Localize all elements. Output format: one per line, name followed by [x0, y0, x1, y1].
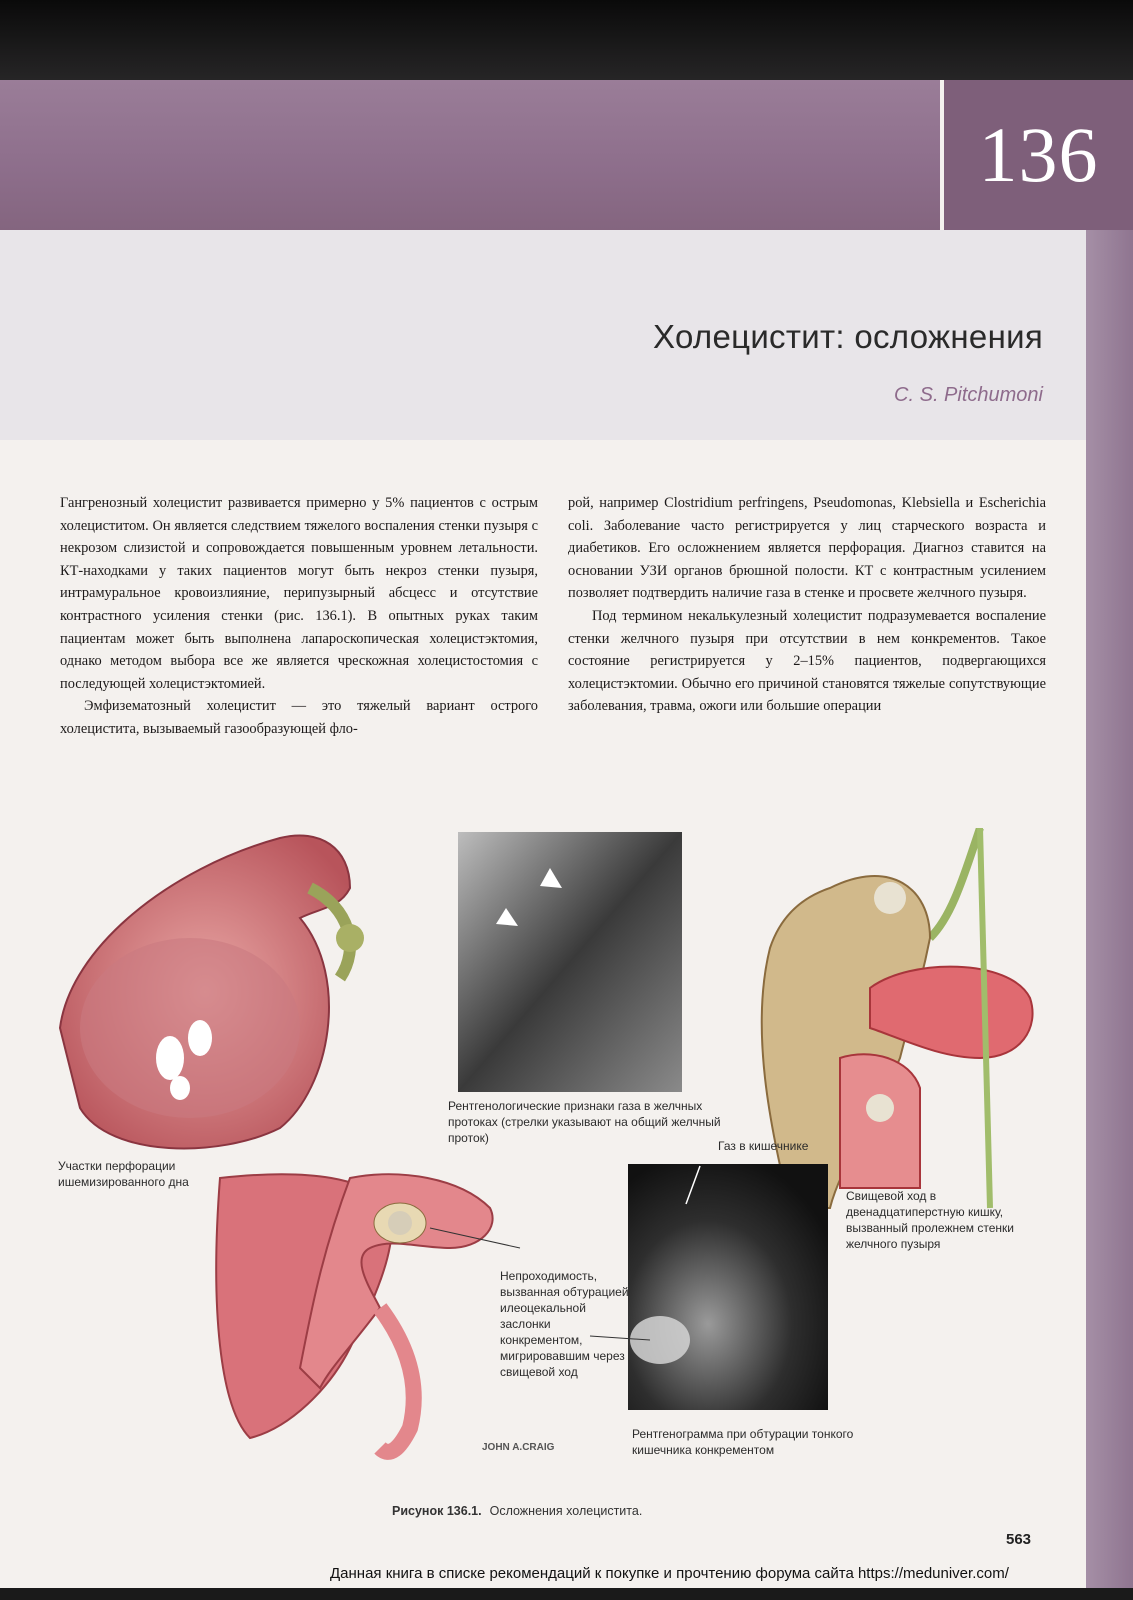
chapter-title: Холецистит: осложнения — [653, 318, 1043, 355]
text-column-right — [568, 492, 1046, 718]
caption-number: Рисунок 136.1. — [392, 1504, 482, 1518]
page-side-strip — [1086, 230, 1133, 1600]
label-xray-obstruction: Рентгенограмма при обтурации тонкого кишечника конкрементом — [632, 1427, 854, 1457]
label-fistula: Свищевой ход в двенадцатиперстную кишку, вызванный пролежнем стенки желчного пузыря — [846, 1189, 1014, 1251]
paragraph: Эмфизематозный холецистит — это тяжелый вариант острого холецистита, вызываемый газообразующей фло- — [60, 698, 538, 737]
xray-obstruction-image — [628, 1164, 828, 1410]
paragraph: Гангренозный холецистит развивается примерно у 5% пациентов с острым холециститом. Он является следствием тяжелого воспаления стенки пузыря с некрозом слизистой и сопровождается повышенным уровнем летальности. КТ-находками у таких пациентов могут быть некроз стенки пузыря, интрамуральное кровоизлияние, перипузырный абсцесс и отсутствие контрастного усиления стенки (рис. 136.1). В опытных руках таким пациентам может быть выполнена лапароскопическая холецистэктомия, однако методом выбора все же является чрескожная холецистостомия с последующей холецистэктомией. — [60, 495, 538, 692]
paragraph: Под термином некалькулезный холецистит подразумевается воспаление стенки желчного пузыря при отсутствии в нем конкрементов. Такое состояние регистрируется у 2–15% пациентов, подвергающихся холецистэктомии. Обычно его причиной становятся тяжелые сопутствующие заболевания, травма, ожоги или большие операции — [568, 607, 1046, 715]
text-column-left — [60, 492, 538, 741]
gallbladder-drawing — [60, 835, 364, 1148]
chapter-banner — [0, 80, 940, 230]
chapter-number: 136 — [978, 111, 1099, 198]
figure-caption — [392, 1504, 642, 1518]
scan-top-edge — [0, 0, 1133, 80]
scan-bottom-edge — [0, 1588, 1133, 1600]
footer-note: Данная книга в списке рекомендаций к покупке и прочтению форума сайта https://meduniver.com/ — [330, 1565, 1009, 1582]
artist-signature: JOHN A.CRAIG — [482, 1442, 555, 1453]
figure-136-1 — [50, 828, 1050, 1478]
label-gas-intestine: Газ в кишечнике — [718, 1139, 809, 1153]
intestine-drawing — [216, 1174, 492, 1452]
chapter-number-box — [944, 80, 1133, 230]
xray-gas-image — [458, 832, 682, 1092]
caption-text: Осложнения холецистита. — [489, 1504, 643, 1518]
chapter-author: C. S. Pitchumoni — [894, 384, 1043, 406]
paragraph: рой, например Clostridium perfringens, Pseudomonas, Klebsiella и Escherichia coli. Заболевание часто регистрируется у лиц старческого возраста и диабетиков. Его осложнением является перфорация. Диагноз ставится на основании УЗИ органов брюшной полости. КТ с контрастным усилением позволяет подтвердить наличие газа в стенке и просвете желчного пузыря. — [568, 495, 1046, 602]
label-xray-gas: Рентгенологические признаки газа в желчных протоках (стрелки указывают на общий желчный проток) — [448, 1099, 721, 1145]
label-perforation: Участки перфорации ишемизированного дна — [58, 1159, 189, 1189]
figure-illustration — [50, 828, 1050, 1478]
label-obstruction: Непроходимость, вызванная обтурацией илеоцекальной заслонки конкрементом, мигрировавшим через свищевой ход — [500, 1269, 629, 1379]
page-number: 563 — [1006, 1531, 1032, 1548]
